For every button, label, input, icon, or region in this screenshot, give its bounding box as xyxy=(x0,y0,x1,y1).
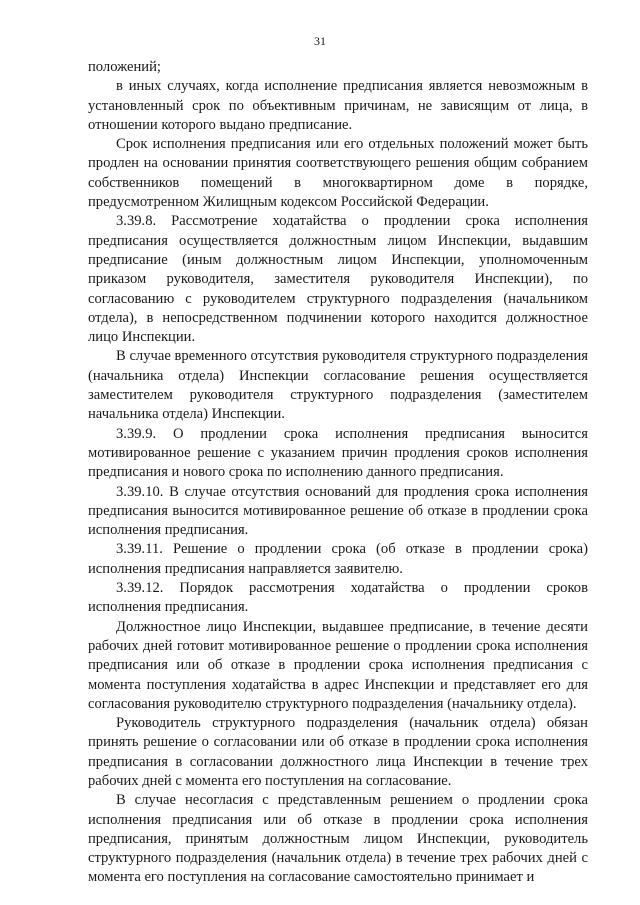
page-number: 31 xyxy=(314,34,326,48)
paragraph: Должностное лицо Инспекции, выдавшее предписание, в течение десяти рабочих дней готовит мотивированное решение о продлении срока исполнения предписания или об отказе в продлении срока исполнения предписания с момента поступления ходатайства в адрес Инспекции и представляет его для согласования руководителю структурного подразделения (начальнику отдела). xyxy=(88,618,588,712)
paragraph: положений; xyxy=(88,59,161,75)
paragraph: 3.39.8. Рассмотрение ходатайства о продлении срока исполнения предписания осуществляется должностным лицом Инспекции, выдавшим предписание (иным должностным лицом Инспекции, уполномоченным приказом руководителя, заместителя руководителя Инспекции), по согласованию с руководителем структурного подразделения (начальником отдела), в непосредственном подчинении которого находится должностное лицо Инспекции. xyxy=(88,213,588,346)
paragraph: 3.39.11. Решение о продлении срока (об отказе в продлении срока) исполнения предписания направляется заявителю. xyxy=(88,541,588,577)
paragraph: В случае несогласия с представленным решением о продлении срока исполнения предписания или об отказе в продлении срока исполнения предписания, принятым должностным лицом Инспекции, руководитель структурного подразделения (начальник отдела) в течение трех рабочих дней с момента его поступления на согласование самостоятельно принимает и xyxy=(88,792,588,886)
paragraph: Срок исполнения предписания или его отдельных положений может быть продлен на основании принятия соответствующего решения общим собранием собственников помещений в многоквартирном доме в порядке, предусмотренном Жилищным кодексом Российской Федерации. xyxy=(88,136,588,211)
paragraph: 3.39.9. О продлении срока исполнения предписания выносится мотивированное решение с указанием причин продления сроков исполнения предписания и нового срока по исполнению данного предписания. xyxy=(88,425,588,481)
paragraph: В случае временного отсутствия руководителя структурного подразделения (начальника отдела) Инспекции согласование решения осуществляется заместителем руководителя структурного подразделения (заместителем начальника отдела) Инспекции. xyxy=(88,348,588,423)
paragraph: в иных случаях, когда исполнение предписания является невозможным в установленный срок по объективным причинам, не зависящим от лица, в отношении которого выдано предписание. xyxy=(88,78,588,133)
paragraph: 3.39.12. Порядок рассмотрения ходатайства о продлении сроков исполнения предписания. xyxy=(88,580,588,616)
document-body xyxy=(88,58,588,888)
paragraph: Руководитель структурного подразделения (начальник отдела) обязан принять решение о согласовании или об отказе в продлении срока исполнения предписания в согласовании должностного лица Инспекции в течение трех рабочих дней с момента его поступления на согласование. xyxy=(88,715,588,789)
paragraph: 3.39.10. В случае отсутствия оснований для продления срока исполнения предписания выносится мотивированное решение об отказе в продлении срока исполнения предписания. xyxy=(88,483,588,539)
